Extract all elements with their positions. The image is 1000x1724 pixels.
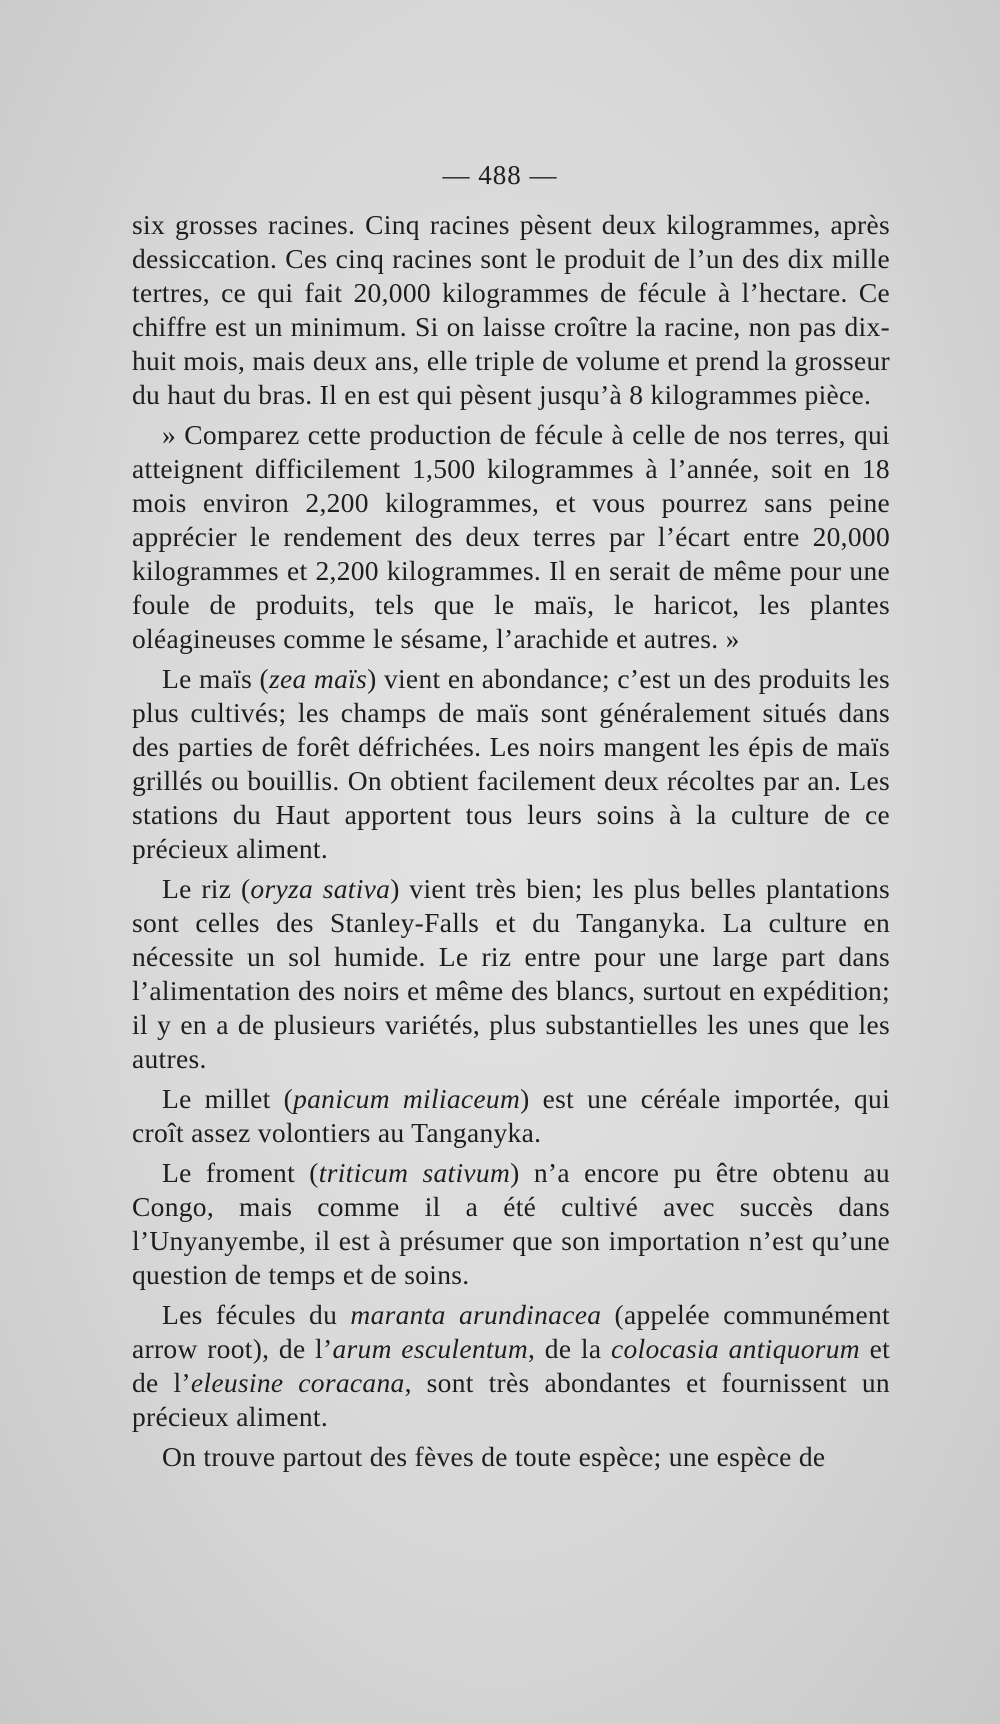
- italic-term: maranta arundinacea: [350, 1299, 602, 1330]
- paragraph: [132, 1082, 890, 1150]
- paragraph: [132, 662, 890, 866]
- paragraph: [132, 1298, 890, 1434]
- text-segment: six grosses racines. Cinq racines pèsent deux kilogrammes, après dessiccation. Ces cinq racines sont le produit de l’un des dix mille tertres, ce qui fait 20,000 kilogrammes de fécule à l’hectare. Ce chiffre est un minimum. Si on laisse croître la racine, non pas dix-huit mois, mais deux ans, elle triple de volume et prend la grosseur du haut du bras. Il en est qui pèsent jusqu’à 8 kilogrammes pièce.: [132, 209, 890, 410]
- paragraph: [132, 1156, 890, 1292]
- text-segment: On trouve partout des fèves de toute espèce; une espèce de: [162, 1441, 826, 1472]
- text-segment: (appelée communément arrow root), de l’: [132, 1299, 891, 1364]
- text-segment: , de la: [528, 1333, 611, 1364]
- text-segment: ) n’a encore pu être obtenu au Congo, mais comme il a été cultivé avec succès dans l’Unyanyembe, il est à présumer que son importation n’est qu’une question de temps et de soins.: [132, 1157, 890, 1290]
- text-segment: et de l’: [132, 1333, 891, 1398]
- text-segment: Le froment (: [162, 1157, 319, 1188]
- italic-term: zea maïs: [268, 663, 368, 694]
- body-text: [132, 208, 890, 1474]
- italic-term: eleusine coracana: [190, 1367, 405, 1398]
- italic-term: colocasia antiquorum: [610, 1333, 860, 1364]
- page-number: — 488 —: [442, 160, 558, 190]
- italic-term: panicum miliaceum: [293, 1083, 521, 1114]
- paragraph: [132, 1440, 890, 1474]
- text-segment: ) vient très bien; les plus belles plantations sont celles des Stanley-Falls et du Tanganyka. La culture en nécessite un sol humide. Le riz entre pour une large part dans l’alimentation des noirs et même des blancs, surtout en expédition; il y en a de plusieurs variétés, plus substantielles les unes que les autres.: [132, 873, 890, 1074]
- text-segment: ) vient en abondance; c’est un des produits les plus cultivés; les champs de maïs sont généralement situés dans des parties de forêt défrichées. Les noirs mangent les épis de maïs grillés ou bouillis. On obtient facilement deux récoltes par an. Les stations du Haut apportent tous leurs soins à la culture de ce précieux aliment.: [132, 663, 890, 864]
- text-segment: Les fécules du: [162, 1299, 351, 1330]
- text-segment: Le millet (: [162, 1083, 294, 1114]
- text-segment: ) est une céréale importée, qui croît assez volontiers au Tanganyka.: [132, 1083, 891, 1148]
- italic-term: triticum sativum: [318, 1157, 511, 1188]
- paragraph: [132, 418, 890, 656]
- text-segment: » Comparez cette production de fécule à celle de nos terres, qui atteignent difficilement 1,500 kilogrammes à l’année, soit en 18 mois environ 2,200 kilogrammes, et vous pourrez sans peine apprécier le rendement des deux terres par l’écart entre 20,000 kilogrammes et 2,200 kilogrammes. Il en serait de même pour une foule de produits, tels que le maïs, le haricot, les plantes oléagineuses comme le sésame, l’arachide et autres. »: [132, 419, 890, 654]
- text-segment: , sont très abondantes et fournissent un précieux aliment.: [132, 1367, 890, 1432]
- text-segment: Le maïs (: [162, 663, 269, 694]
- paragraph: [132, 208, 890, 412]
- italic-term: arum esculentum: [332, 1333, 529, 1364]
- text-segment: Le riz (: [162, 873, 251, 904]
- paragraph: [132, 872, 890, 1076]
- italic-term: oryza sativa: [250, 873, 391, 904]
